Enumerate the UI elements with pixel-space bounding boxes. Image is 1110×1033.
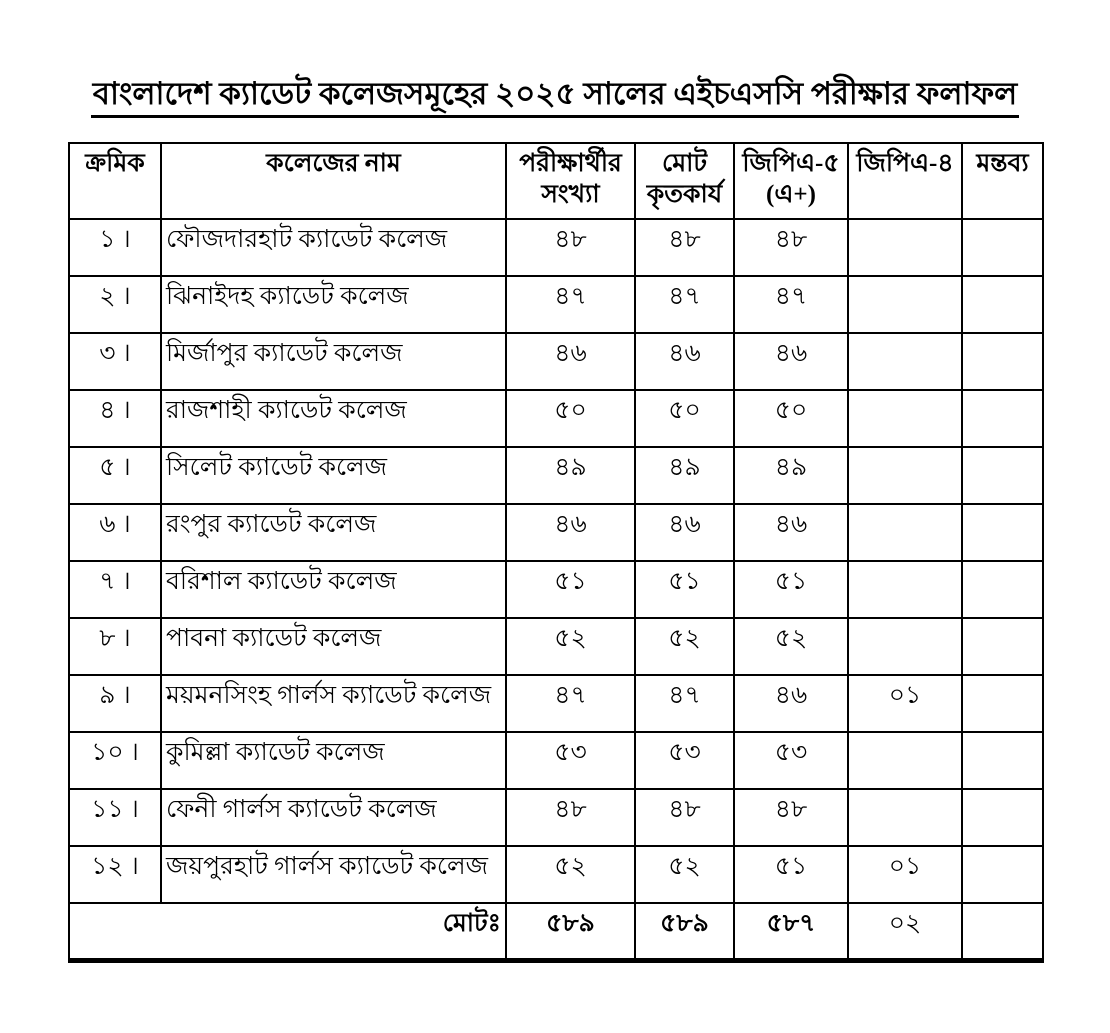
results-table xyxy=(68,142,1044,963)
college-name-cell: ময়মনসিংহ গার্লস ক্যাডেট কলেজ xyxy=(161,675,506,732)
table-row xyxy=(69,390,1043,447)
col-header-remarks: মন্তব্য xyxy=(962,143,1043,219)
remarks-cell xyxy=(962,219,1043,276)
passed-cell: ৫২ xyxy=(635,618,734,675)
gpa4-cell xyxy=(848,219,962,276)
college-name-cell: মির্জাপুর ক্যাডেট কলেজ xyxy=(161,333,506,390)
gpa4-cell xyxy=(848,732,962,789)
gpa5-cell: ৪৬ xyxy=(734,504,848,561)
gpa5-cell: ৪৯ xyxy=(734,447,848,504)
passed-cell: ৪৭ xyxy=(635,675,734,732)
table-row xyxy=(69,846,1043,903)
total-gpa5-cell: ৫৮৭ xyxy=(734,903,848,960)
gpa5-cell: ৫০ xyxy=(734,390,848,447)
table-row xyxy=(69,504,1043,561)
college-name-cell: সিলেট ক্যাডেট কলেজ xyxy=(161,447,506,504)
total-gpa4-cell: ০২ xyxy=(848,903,962,960)
college-name-cell: রংপুর ক্যাডেট কলেজ xyxy=(161,504,506,561)
serial-cell: ৫ । xyxy=(69,447,161,504)
gpa4-cell: ০১ xyxy=(848,675,962,732)
remarks-cell xyxy=(962,333,1043,390)
examinees-cell: ৫২ xyxy=(506,846,635,903)
serial-cell: ১০ । xyxy=(69,732,161,789)
college-name-cell: বরিশাল ক্যাডেট কলেজ xyxy=(161,561,506,618)
examinees-cell: ৫১ xyxy=(506,561,635,618)
passed-cell: ৫২ xyxy=(635,846,734,903)
passed-cell: ৪৯ xyxy=(635,447,734,504)
remarks-cell xyxy=(962,447,1043,504)
total-passed-cell: ৫৮৯ xyxy=(635,903,734,960)
passed-cell: ৫৩ xyxy=(635,732,734,789)
gpa5-cell: ৪৬ xyxy=(734,333,848,390)
gpa4-cell xyxy=(848,276,962,333)
gpa5-cell: ৫৩ xyxy=(734,732,848,789)
gpa4-cell xyxy=(848,333,962,390)
passed-cell: ৫১ xyxy=(635,561,734,618)
remarks-cell xyxy=(962,675,1043,732)
remarks-cell xyxy=(962,390,1043,447)
gpa5-cell: ৫২ xyxy=(734,618,848,675)
examinees-cell: ৫০ xyxy=(506,390,635,447)
remarks-cell xyxy=(962,846,1043,903)
total-row xyxy=(69,903,1043,960)
gpa4-cell: ০১ xyxy=(848,846,962,903)
remarks-cell xyxy=(962,618,1043,675)
page-title xyxy=(0,76,1110,118)
passed-cell: ৫০ xyxy=(635,390,734,447)
gpa5-cell: ৪৭ xyxy=(734,276,848,333)
examinees-cell: ৪৯ xyxy=(506,447,635,504)
serial-cell: ১২ । xyxy=(69,846,161,903)
gpa5-cell: ৪৬ xyxy=(734,675,848,732)
table-row xyxy=(69,732,1043,789)
gpa4-cell xyxy=(848,390,962,447)
college-name-cell: রাজশাহী ক্যাডেট কলেজ xyxy=(161,390,506,447)
serial-cell: ১১ । xyxy=(69,789,161,846)
col-header-passed: মোট কৃতকার্য xyxy=(635,143,734,219)
table-row xyxy=(69,675,1043,732)
examinees-cell: ৪৬ xyxy=(506,333,635,390)
table-row xyxy=(69,789,1043,846)
table-row xyxy=(69,561,1043,618)
examinees-cell: ৪৭ xyxy=(506,675,635,732)
col-header-college: কলেজের নাম xyxy=(161,143,506,219)
gpa4-cell xyxy=(848,561,962,618)
serial-cell: ৪ । xyxy=(69,390,161,447)
gpa4-cell xyxy=(848,504,962,561)
remarks-cell xyxy=(962,789,1043,846)
serial-cell: ৮ । xyxy=(69,618,161,675)
college-name-cell: জয়পুরহাট গার্লস ক্যাডেট কলেজ xyxy=(161,846,506,903)
col-header-gpa4: জিপিএ-৪ xyxy=(848,143,962,219)
examinees-cell: ৪৮ xyxy=(506,219,635,276)
remarks-cell xyxy=(962,276,1043,333)
table-header-row xyxy=(69,143,1043,219)
serial-cell: ৬ । xyxy=(69,504,161,561)
passed-cell: ৪৮ xyxy=(635,789,734,846)
remarks-cell xyxy=(962,732,1043,789)
examinees-cell: ৪৬ xyxy=(506,504,635,561)
passed-cell: ৪৮ xyxy=(635,219,734,276)
table-row xyxy=(69,447,1043,504)
serial-cell: ৭ । xyxy=(69,561,161,618)
serial-cell: ২ । xyxy=(69,276,161,333)
total-label: মোটঃ xyxy=(69,903,506,960)
college-name-cell: ফৌজদারহাট ক্যাডেট কলেজ xyxy=(161,219,506,276)
remarks-cell xyxy=(962,561,1043,618)
examinees-cell: ৪৭ xyxy=(506,276,635,333)
serial-cell: ১ । xyxy=(69,219,161,276)
college-name-cell: পাবনা ক্যাডেট কলেজ xyxy=(161,618,506,675)
total-remarks-cell xyxy=(962,903,1043,960)
remarks-cell xyxy=(962,504,1043,561)
page-title-text: বাংলাদেশ ক্যাডেট কলেজসমূহের ২০২৫ সালের এইচএসসি পরীক্ষার ফলাফল xyxy=(91,76,1019,118)
gpa5-cell: ৫১ xyxy=(734,561,848,618)
examinees-cell: ৫২ xyxy=(506,618,635,675)
examinees-cell: ৫৩ xyxy=(506,732,635,789)
examinees-cell: ৪৮ xyxy=(506,789,635,846)
col-header-gpa5: জিপিএ-৫ (এ+) xyxy=(734,143,848,219)
serial-cell: ৯ । xyxy=(69,675,161,732)
gpa5-cell: ৪৮ xyxy=(734,789,848,846)
passed-cell: ৪৬ xyxy=(635,504,734,561)
gpa4-cell xyxy=(848,618,962,675)
passed-cell: ৪৬ xyxy=(635,333,734,390)
table-row xyxy=(69,219,1043,276)
total-examinees-cell: ৫৮৯ xyxy=(506,903,635,960)
col-header-serial: ক্রমিক xyxy=(69,143,161,219)
gpa4-cell xyxy=(848,789,962,846)
serial-cell: ৩ । xyxy=(69,333,161,390)
gpa5-cell: ৪৮ xyxy=(734,219,848,276)
college-name-cell: ঝিনাইদহ ক্যাডেট কলেজ xyxy=(161,276,506,333)
gpa4-cell xyxy=(848,447,962,504)
table-row xyxy=(69,333,1043,390)
college-name-cell: ফেনী গার্লস ক্যাডেট কলেজ xyxy=(161,789,506,846)
table-row xyxy=(69,276,1043,333)
college-name-cell: কুমিল্লা ক্যাডেট কলেজ xyxy=(161,732,506,789)
table-row xyxy=(69,618,1043,675)
gpa5-cell: ৫১ xyxy=(734,846,848,903)
col-header-examinees: পরীক্ষার্থীর সংখ্যা xyxy=(506,143,635,219)
passed-cell: ৪৭ xyxy=(635,276,734,333)
